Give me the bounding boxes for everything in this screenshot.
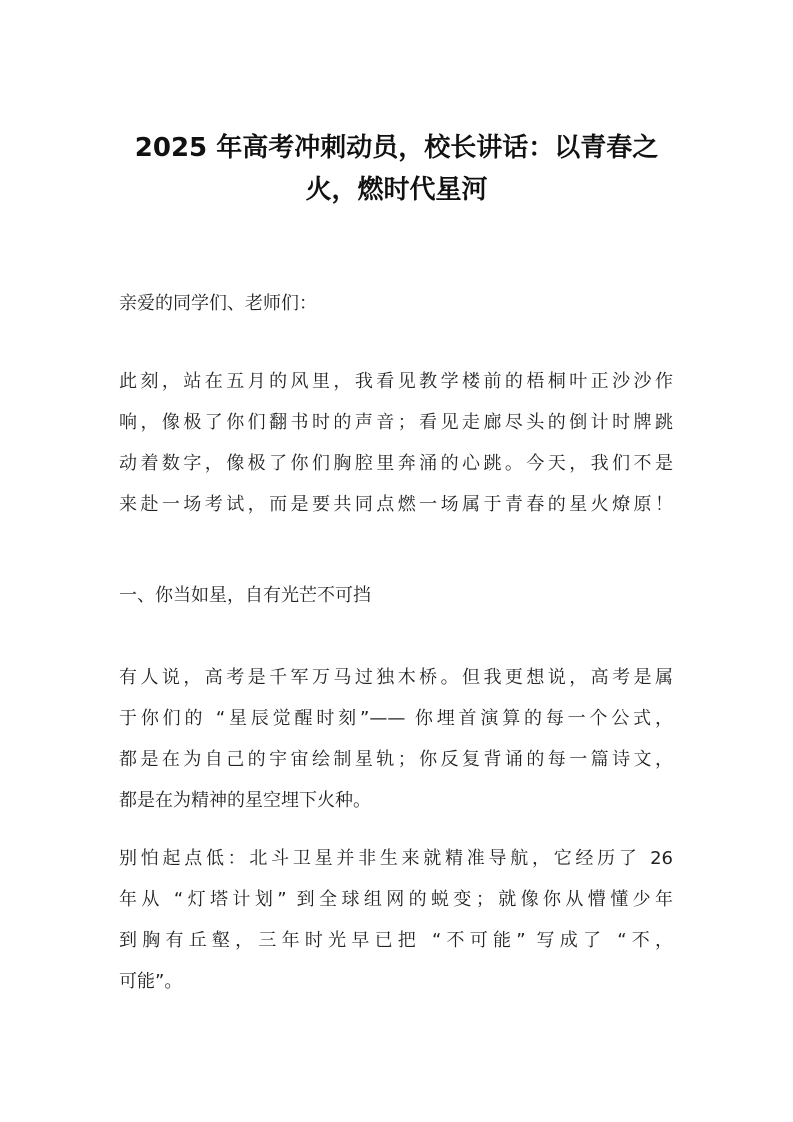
text-line: 于你们的 “星辰觉醒时刻”—— 你埋首演算的每一个公式， — [119, 708, 673, 729]
text-line: 年从 “灯塔计划” 到全球组网的蜕变；就像你从懵懂少年 — [119, 889, 673, 910]
text-line: 到胸有丘壑，三年时光早已把 “不可能” 写成了 “不， — [119, 930, 673, 951]
text-line: 响，像极了你们翻书时的声音；看见走廊尽头的倒计时牌跳 — [119, 412, 673, 433]
greeting-text: 亲爱的同学们、老师们： — [119, 293, 317, 314]
text-line: 可能”。 — [119, 971, 183, 992]
text-line: 别怕起点低：北斗卫星并非生来就精准导航，它经历了 26 — [119, 848, 673, 869]
text-line: 此刻，站在五月的风里，我看见教学楼前的梧桐叶正沙沙作 — [119, 371, 673, 392]
section-heading — [119, 575, 673, 616]
text-line: 都是在为精神的星空埋下火种。 — [119, 790, 371, 811]
paragraph-beidou — [119, 838, 673, 1002]
text-line: 都是在为自己的宇宙绘制星轨；你反复背诵的每一篇诗文， — [119, 749, 673, 770]
paragraph-intro — [119, 361, 673, 525]
paragraph-stars — [119, 657, 673, 821]
title-line: 2025 年高考冲刺动员，校长讲话：以青春之 — [134, 133, 659, 163]
heading-text: 一、你当如星，自有光芒不可挡 — [119, 585, 371, 606]
greeting — [119, 283, 673, 324]
title-line: 火，燃时代星河 — [305, 175, 488, 205]
text-line: 有人说，高考是千军万马过独木桥。但我更想说，高考是属 — [119, 667, 673, 688]
text-line: 动着数字，像极了你们胸腔里奔涌的心跳。今天，我们不是 — [119, 453, 673, 474]
text-line: 来赴一场考试，而是要共同点燃一场属于青春的星火燎原！ — [119, 494, 673, 515]
document-title — [100, 127, 693, 211]
